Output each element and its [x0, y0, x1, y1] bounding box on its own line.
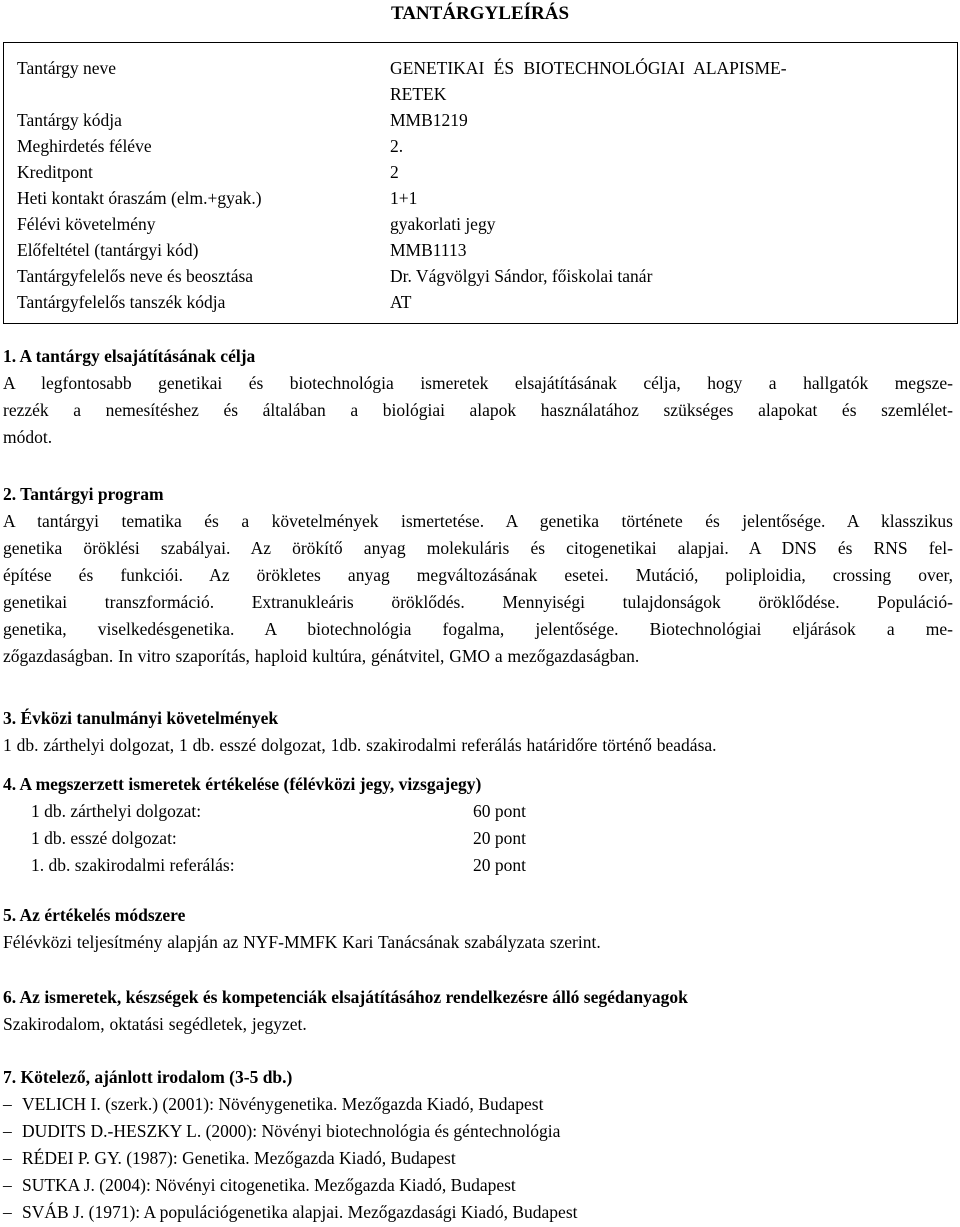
- section-line: építése és funkciói. Az örökletes anyag megváltozásának esetei. Mutáció, poliploidia, crossing over,: [3, 565, 953, 585]
- literature-item: [3, 1199, 953, 1226]
- info-value: 2.: [390, 136, 404, 156]
- info-row-responsible: [4, 263, 957, 290]
- evaluation-points: 20 pont: [473, 828, 526, 848]
- dash-bullet: –: [3, 1148, 12, 1168]
- info-row-course-code: [4, 107, 957, 134]
- info-row-department: [4, 289, 957, 316]
- section-line: zőgazdaságban. In vitro szaporítás, haploid kultúra, génátvitel, GMO a mezőgazdaságban.: [3, 646, 640, 666]
- evaluation-points: 20 pont: [473, 855, 526, 875]
- info-label: Tantárgyfelelős neve és beosztása: [17, 266, 254, 286]
- evaluation-item: [3, 798, 953, 825]
- literature-text: RÉDEI P. GY. (1987): Genetika. Mezőgazda Kiadó, Budapest: [22, 1148, 456, 1168]
- info-row-prerequisite: [4, 237, 957, 264]
- section-heading: 4. A megszerzett ismeretek értékelése (félévközi jegy, vizsgajegy): [3, 774, 482, 794]
- literature-item: [3, 1091, 953, 1118]
- evaluation-label: 1 db. esszé dolgozat:: [31, 828, 177, 848]
- info-value: MMB1219: [390, 110, 468, 130]
- evaluation-label: 1. db. szakirodalmi referálás:: [31, 855, 235, 875]
- info-label: Előfeltétel (tantárgyi kód): [17, 240, 199, 260]
- info-row-course-name: [4, 55, 957, 82]
- section-heading: 3. Évközi tanulmányi követelmények: [3, 708, 279, 728]
- section-1-aim: [3, 343, 953, 451]
- info-row-contact-hours: [4, 185, 957, 212]
- section-heading: 6. Az ismeretek, készségek és kompetenciák elsajátításához rendelkezésre álló segédanyagok: [3, 987, 688, 1007]
- literature-text: DUDITS D.-HESZKY L. (2000): Növényi biotechnológia és géntechnológia: [22, 1121, 561, 1141]
- info-row-semester: [4, 133, 957, 160]
- section-line: Szakirodalom, oktatási segédletek, jegyzet.: [3, 1014, 307, 1034]
- section-line: A tantárgyi tematika és a követelmények ismertetése. A genetika története és jelentősége. A klasszikus: [3, 511, 953, 531]
- info-row-course-name-cont: [4, 81, 957, 108]
- info-value: GENETIKAI ÉS BIOTECHNOLÓGIAI ALAPISME-: [390, 58, 787, 78]
- literature-text: VELICH I. (szerk.) (2001): Növénygenetika. Mezőgazda Kiadó, Budapest: [22, 1094, 544, 1114]
- info-label: Tantárgyfelelős tanszék kódja: [17, 292, 226, 312]
- info-label: Tantárgy kódja: [17, 110, 122, 130]
- info-label: Tantárgy neve: [17, 58, 117, 78]
- dash-bullet: –: [3, 1175, 12, 1195]
- dash-bullet: –: [3, 1121, 12, 1141]
- info-label: Heti kontakt óraszám (elm.+gyak.): [17, 188, 262, 208]
- info-row-credits: [4, 159, 957, 186]
- literature-item: [3, 1118, 953, 1145]
- section-line: módot.: [3, 427, 53, 447]
- section-2-program: [3, 481, 953, 670]
- section-heading: 7. Kötelező, ajánlott irodalom (3-5 db.): [3, 1067, 293, 1087]
- info-label: Félévi követelmény: [17, 214, 156, 234]
- evaluation-item: [3, 852, 953, 879]
- dash-bullet: –: [3, 1094, 12, 1114]
- section-line: Félévközi teljesítmény alapján az NYF-MMFK Kari Tanácsának szabályzata szerint.: [3, 932, 601, 952]
- literature-text: SUTKA J. (2004): Növényi citogenetika. Mezőgazda Kiadó, Budapest: [22, 1175, 516, 1195]
- section-heading: 2. Tantárgyi program: [3, 484, 164, 504]
- info-label: Meghirdetés féléve: [17, 136, 152, 156]
- evaluation-points: 60 pont: [473, 801, 526, 821]
- dash-bullet: –: [3, 1202, 12, 1222]
- info-value: Dr. Vágvölgyi Sándor, főiskolai tanár: [390, 266, 653, 286]
- section-heading: 1. A tantárgy elsajátításának célja: [3, 346, 256, 366]
- section-line: rezzék a nemesítéshez és általában a biológiai alapok használatához szükséges alapokat és szemlélet-: [3, 400, 953, 420]
- literature-text: SVÁB J. (1971): A populációgenetika alapjai. Mezőgazdasági Kiadó, Budapest: [22, 1202, 578, 1222]
- info-value: AT: [390, 292, 412, 312]
- section-heading: 5. Az értékelés módszere: [3, 905, 186, 925]
- literature-item: [3, 1172, 953, 1199]
- section-7-literature: [3, 1064, 953, 1226]
- info-value: MMB1113: [390, 240, 467, 260]
- section-line: 1 db. zárthelyi dolgozat, 1 db. esszé dolgozat, 1db. szakirodalmi referálás határidőre történő beadása.: [3, 735, 717, 755]
- document-title: TANTÁRGYLEÍRÁS: [390, 3, 570, 24]
- section-line: genetikai transzformáció. Extranukleáris öröklődés. Mennyiségi tulajdonságok öröklődése. Populáció-: [3, 592, 953, 612]
- info-label: Kreditpont: [17, 162, 93, 182]
- info-value-continued: RETEK: [390, 84, 447, 104]
- course-info-table: [3, 42, 958, 324]
- info-value: 1+1: [390, 188, 418, 208]
- section-line: A legfontosabb genetikai és biotechnológia ismeretek elsajátításának célja, hogy a hallgatók megsze-: [3, 373, 953, 393]
- section-6-materials: [3, 984, 953, 1038]
- info-value: gyakorlati jegy: [390, 214, 496, 234]
- section-3-requirements: [3, 705, 953, 759]
- info-value: 2: [390, 162, 399, 182]
- section-line: genetika öröklési szabályai. Az örökítő anyag molekuláris és citogenetikai alapjai. A DNS és RNS fel-: [3, 538, 953, 558]
- section-4-evaluation: [3, 771, 953, 879]
- evaluation-item: [3, 825, 953, 852]
- literature-item: [3, 1145, 953, 1172]
- info-row-requirement: [4, 211, 957, 238]
- section-5-method: [3, 902, 953, 956]
- section-line: genetika, viselkedésgenetika. A biotechnológia fogalma, jelentősége. Biotechnológiai eljárások a me-: [3, 619, 953, 639]
- evaluation-label: 1 db. zárthelyi dolgozat:: [31, 801, 202, 821]
